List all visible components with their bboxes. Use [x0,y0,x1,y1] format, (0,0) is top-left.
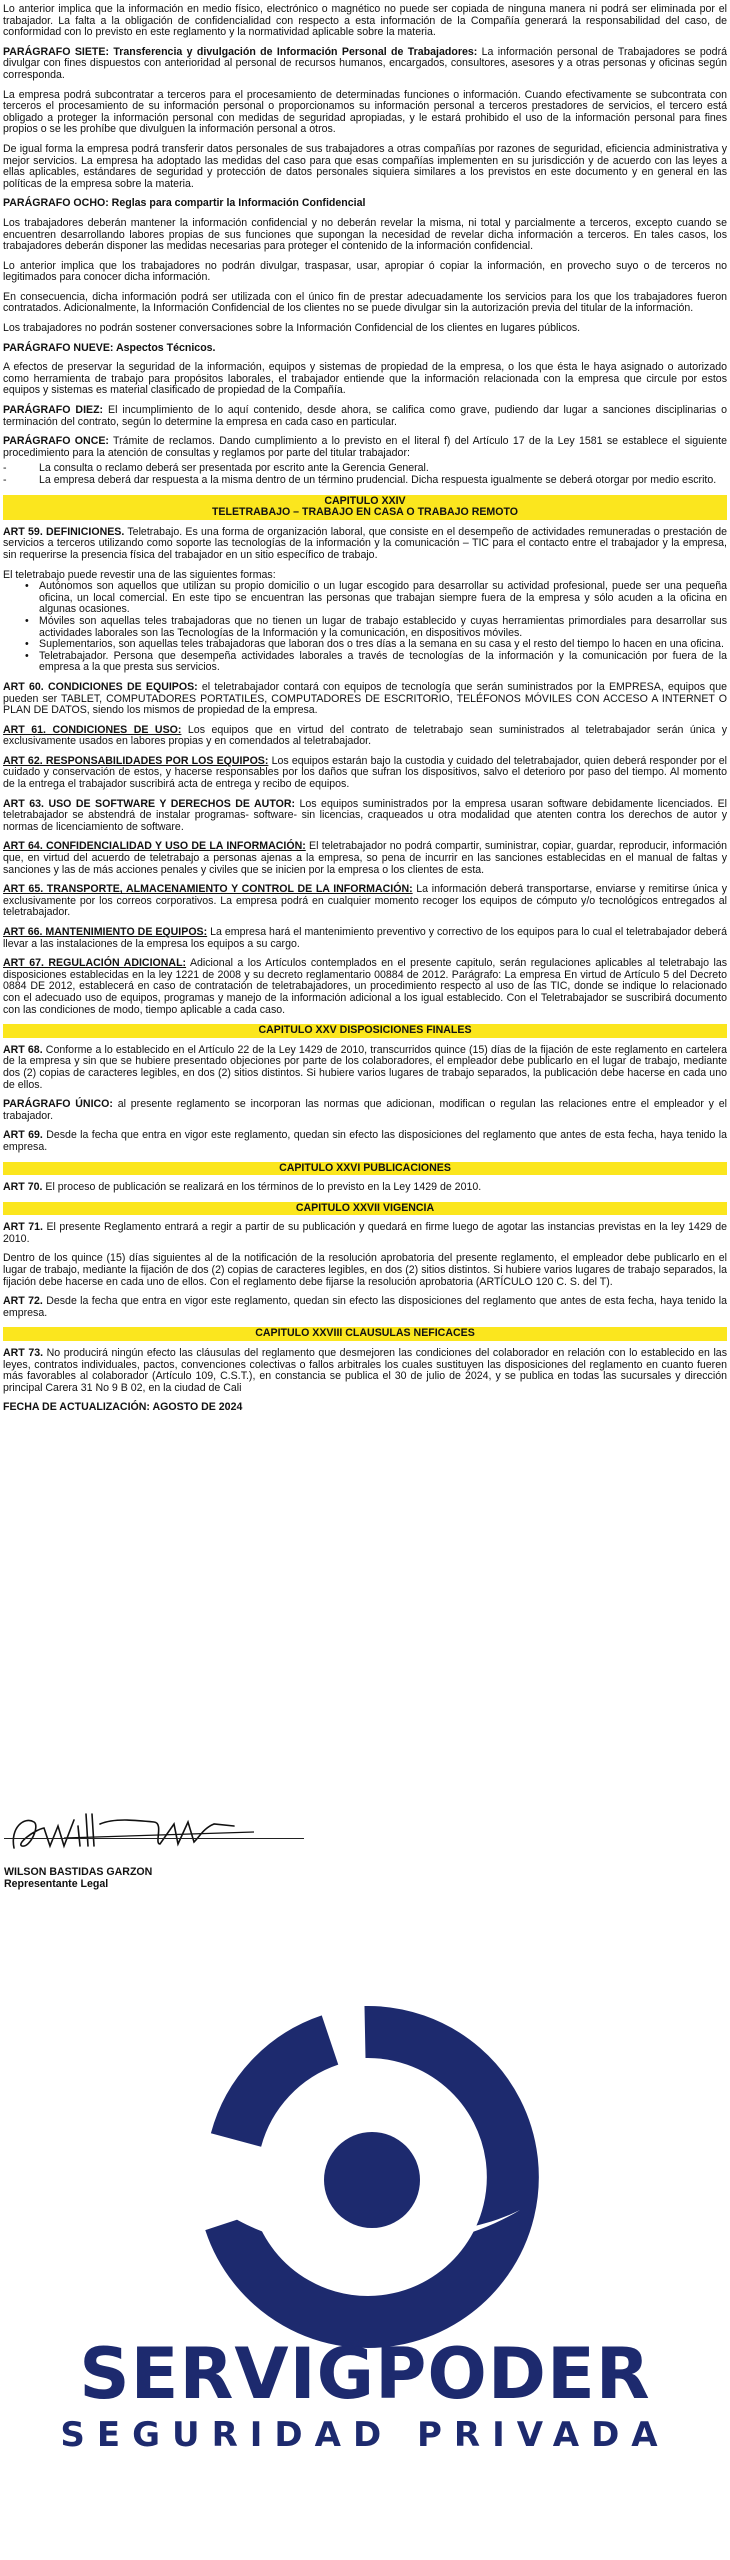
article-71 [3,1222,727,1245]
chapter-24-title: CAPITULO XXIV [324,494,406,507]
article-60 [3,682,727,717]
brand-name: SERVIGPODER [79,2333,651,2415]
paragraph-eight-b: Lo anterior implica que los trabajadores no podrán divulgar, traspasar, usar, apropiar ó copiar la información, en provecho suyo o de terceros no legitimados para conocer dicha información. [3,259,727,284]
article-71-body: El presente Reglamento entrará a regir a partir de su publicación y quedará en firme luego de agotar las instancias previstas en la ley 1429 de 2010. [3,1221,727,1245]
article-66-body: La empresa hará el mantenimiento preventivo y correctivo de los equipos para lo cual el teletrabajador deberá llevar a las instalaciones de la empresa los equipos a su cargo. [3,926,727,950]
article-66 [3,927,727,950]
paragraph-eight-a: Los trabajadores deberán mantener la información confidencial y no deberán revelar la misma, ni total y parcialmente a terceros, excepto cuando se encuentren desarrollando labores propias de sus funciones que supongan la necesidad de revelar dicha información a terceros. En tales casos, los trabajadores deberán disponer las medidas necesarias para proteger el contenido de la información confidencial. [3,216,727,253]
article-59-intro: El teletrabajo puede revestir una de las siguientes formas: [3,568,276,581]
article-68-heading: ART 68. [3,1043,43,1056]
brand-tagline: SEGURIDAD PRIVADA [60,2415,670,2455]
article-73-heading: ART 73. [3,1347,44,1360]
paragraph-seven-heading: PARÁGRAFO SIETE: Transferencia y divulgación de Información Personal de Trabajadores: [3,45,478,58]
paragraph-nine-body: A efectos de preservar la seguridad de la información, equipos y sistemas de propiedad de la empresa, o los que ésta le haya asignado o autorizado como herramienta de trabajo para propósitos laborales, el trabajador entiende que la información relacionada con la empresa que circule por estos equipos y sistemas es material clasificado de propiedad de la Compañía. [3,361,727,397]
article-68 [3,1045,727,1091]
article-69-body: Desde la fecha que entra en vigor este reglamento, quedan sin efecto las disposiciones del reglamento que antes de esta fecha, haya tenido la empresa. [3,1129,727,1153]
paragraph-eight-heading: PARÁGRAFO OCHO: Reglas para compartir la Información Confidencial [3,197,366,210]
claims-procedure-list [3,463,727,486]
chapter-25-banner [3,1024,727,1038]
article-59 [3,527,727,562]
article-63-heading: ART 63. USO DE SOFTWARE Y DERECHOS DE AUTOR: [3,797,296,810]
handwritten-signature [4,1808,304,1864]
paragraph-eight-d: Los trabajadores no podrán sostener conversaciones sobre la Información Confidencial de los clientes en lugares públicos. [3,322,581,335]
telework-forms-list [3,581,727,674]
article-72 [3,1296,727,1319]
update-date: FECHA DE ACTUALIZACIÓN: AGOSTO DE 2024 [3,1401,243,1414]
article-67 [3,958,727,1016]
article-64 [3,841,727,876]
list-item: - La empresa deberá dar respuesta a la misma dentro de un término prudencial. Dicha respuesta igualmente se deberá otorgar por medio escrito. [3,475,727,487]
chapter-28-banner [3,1327,727,1341]
article-62-body: Los equipos estarán bajo la custodia y cuidado del teletrabajador, quien deberá responder por el cuidado y conservación de estos, y hacerse responsables por los daños que sufran los dispositivos, salvo el deterioro por paso del tiempo. Al momento de la entrega el trabajador suscribirá acta de entrega y recibo de equipos. [3,754,727,791]
paragraph-unique-heading: PARÁGRAFO ÚNICO: [3,1098,113,1111]
article-62 [3,756,727,791]
article-71-publication: Dentro de los quince (15) días siguientes al de la notificación de la resolución aprobatoria del presente reglamento, el empleador debe publicarlo en el lugar de trabajo, mediante la fijación de dos (2) copias de caracteres legibles, en dos (2) sitios distintos. Si hubiere varios lugares de trabajo separados, la fijación debe hacerse en cada uno de ellos. Con el reglamento debe fijarse la resolución aprobatoria (ARTÍCULO 120 C. S. del T). [3,1252,727,1288]
logo-emblem-icon [200,2032,520,2322]
article-72-body: Desde la fecha que entra en vigor este reglamento, quedan sin efecto las disposiciones del reglamento que antes de esta fecha, haya tenido la empresa. [3,1295,727,1319]
article-70-heading: ART 70. [3,1181,43,1194]
signer-role: Representante Legal [4,1878,109,1890]
signature-block [4,1808,304,1904]
chapter-27-banner [3,1202,727,1216]
paragraph-seven-transfer: De igual forma la empresa podrá transferir datos personales de sus trabajadores a otras compañías por razones de seguridad, eficiencia administrativa y mejor servicios. La empresa ha adoptado las medidas del caso para que esas compañías implementen en su jurisdicción y de acuerdo con las leyes a ellas aplicables, estándares de seguridad y protección de datos personales siquiera similares a los previstos en este documento y en general en las políticas de la empresa sobre la materia. [3,142,727,190]
chapter-27-title: CAPITULO XXVII VIGENCIA [295,1201,435,1214]
article-70-body: El proceso de publicación se realizará en los términos de lo previsto en la Ley 1429 de 2010. [42,1181,482,1194]
paragraph-ten [3,405,727,428]
chapter-25-title: CAPITULO XXV DISPOSICIONES FINALES [258,1024,472,1037]
chapter-28-title: CAPITULO XXVIII CLAUSULAS NEFICACES [255,1327,475,1340]
article-66-heading: ART 66. MANTENIMIENTO DE EQUIPOS: [3,926,208,938]
article-73-body: No producirá ningún efecto las cláusulas del reglamento que desmejoren las condiciones del colaborador en relación con lo establecido en las leyes, contratos individuales, pactos, convenciones colectivas o fallos arbitrales los cuales sustituyen las disposiciones del reglamento en cuanto fueren más favorables al colaborador (Artículo 109, C.S.T.), en constancia se publica el 30 de julio de 2024, y se publica en todas las sucursales y dirección principal Carera 31 No 9 B 02, en la ciudad de Cali [3,1347,727,1394]
article-63-body: Los equipos suministrados por la empresa usaran software debidamente licenciados. El teletrabajador se abstendrá de instalar programas- software- sin licencias, craqueados u otra modalidad que atenten contra los derechos de autor y normas de licenciamiento de software. [3,797,727,833]
article-60-body: el teletrabajador contará con equipos de tecnología que serán suministrados por la EMPRESA, equipos que pueden ser TABLET, COMPUTADORES PORTATILES, COMPUTADORES DE ESCRITORIO, TELÉFONOS MÓVILES CON ACCESO A INTERNET O PLAN DE DATOS, siendo los mismos de propiedad de la empresa. [3,680,727,717]
list-item: - La consulta o reclamo deberá ser presentada por escrito ante la Gerencia General. [3,463,727,475]
paragraph-unique [3,1099,727,1122]
article-59-heading: ART 59. DEFINICIONES. [3,525,125,538]
paragraph-eleven-heading: PARÁGRAFO ONCE: [3,435,109,448]
chapter-26-title: CAPITULO XXVI PUBLICACIONES [279,1161,451,1174]
paragraph-unique-body: al presente reglamento se incorporan las normas que adicionan, modifican o regulan las relaciones entre el empleador y el trabajador. [3,1098,728,1122]
signature-line [4,1838,304,1839]
article-61 [3,725,727,748]
article-64-body: El teletrabajador no podrá compartir, suministrar, copiar, guardar, reproducir, información que, en virtud del acuerdo de teletrabajo a personas ajenas a la empresa, so pena de incurrir en las sanciones establecidas en el manual de faltas y sanciones y las de más acciones penales y civiles que se inicien por la empresa o los clientes de esta. [3,840,728,876]
article-73 [3,1348,727,1394]
paragraph-eleven-body: Trámite de reclamos. Dando cumplimiento a lo previsto en el literal f) del Artículo 17 de la Ley 1581 se establece el siguiente procedimiento para la atención de consultas y reglamos por parte del titular trabajador: [3,435,727,459]
article-65-body: La información deberá transportarse, enviarse y remitirse única y exclusivamente por los correos corporativos. La empresa podrá en cualquier momento recoger los equipos de cómputo y/o tecnológicos entregados al teletrabajador. [3,883,727,919]
article-72-heading: ART 72. [3,1295,43,1308]
article-67-heading: ART 67. REGULACIÓN ADICIONAL: [3,957,187,970]
article-61-body: Los equipos que en virtud del contrato de teletrabajo sean suministrados al teletrabajador serán única y exclusivamente usados en labores propias y en comendados al teletrabajador. [3,723,727,748]
article-71-heading: ART 71. [3,1221,43,1234]
paragraph-intro: Lo anterior implica que la información en medio físico, electrónico o magnético no puede ser copiada de ninguna manera ni podrá ser eliminada por el trabajador. La falta a la obligación de confidencialidad con respecto a esta información de la Compañía generará la responsabilidad del caso, de conformidad con lo previsto en este reglamento y la normatividad aplicable sobre la materia. [3,3,727,39]
list-item: • Suplementarios, son aquellas teles trabajadoras que laboran dos o tres días a la semana en su casa y el resto del tiempo lo hacen en una oficina. [3,639,727,651]
list-item: • Móviles son aquellas teles trabajadoras que no tienen un lugar de trabajo establecido y cuyas herramientas primordiales para desarrollar sus actividades laborales son las Tecnologías de la Información y la comunicación, en dispositivos móviles. [3,616,727,639]
article-69 [3,1130,727,1153]
article-68-body: Conforme a lo establecido en el Artículo 22 de la Ley 1429 de 2010, transcurridos quince (15) días de la fijación de este reglamento en cartelera de la empresa y sin que se hubiere presentado objeciones por parte de los colaboradores, el empleador debe publicarlo en el lugar de trabajo, mediante dos (2) copias de caracteres legibles, en dos (2) sitios distintos. Si hubiere varios lugares de trabajo separados, la publicación debe hacerse en cada uno de ellos. [3,1043,727,1091]
paragraph-ten-body: El incumplimiento de lo aquí contenido, desde ahora, se califica como grave, pudiendo dar lugar a sanciones disciplinarias o terminación del contrato, según lo determine la empresa en cada caso en particular. [3,404,727,428]
article-63 [3,799,727,834]
article-65 [3,884,727,919]
signer-info [4,1866,152,1890]
article-65-heading: ART 65. TRANSPORTE, ALMACENAMIENTO Y CONTROL DE LA INFORMACIÓN: [3,883,413,896]
paragraph-seven-body: La información personal de Trabajadores se podrá divulgar con fines dispuestos con anterioridad al personal de recursos humanos, encargados, consultores, asesores y a otras personas y oficinas según corresponda. [3,45,727,81]
paragraph-eight-c: En consecuencia, dicha información podrá ser utilizada con el único fin de prestar adecuadamente los servicios para los que los trabajadores fueron contratados. Adicionalmente, la Información Confidencial de los clientes no se puede divulgar sin la autorización previa del titular de la información. [3,290,727,315]
article-59-body: Teletrabajo. Es una forma de organización laboral, que consiste en el desempeño de actividades remuneradas o prestación de servicios a terceros utilizando como soporte las tecnologías de la información y la comunicación – TIC para el contacto entre el trabajador y la empresa, sin requerirse la presencia física del trabajador en un sitio específico de trabajo. [3,525,727,561]
article-62-heading: ART 62. RESPONSABILIDADES POR LOS EQUIPOS: [3,754,269,767]
paragraph-seven [3,47,727,82]
paragraph-seven-subcontract: La empresa podrá subcontratar a terceros para el procesamiento de determinadas funciones o información. Cuando efectivamente se subcontrata con terceros el procesamiento de su información personal o proporcionamos su información personal a terceros prestadores de servicios, el tercero está obligado a proteger la información personal con medidas de seguridad apropiadas, y le estará prohibido el uso de la información personal para fines propios o se les prohíbe que divulguen la información personal a otros. [3,88,727,136]
paragraph-eleven [3,436,727,459]
article-67-body: Adicional a los Artículos contemplados en el presente capitulo, serán regulaciones aplicables al teletrabajo las disposiciones establecidas en la ley 1221 de 2008 y su decreto reglamentario 00884 de 2012. Parágrafo: La empresa En virtud de Artículo 5 del Decreto 0884 DE 2012, establecerá en caso de contratación de teletrabajadores, un procedimiento respecto al uso de las TIC, donde se indique lo relacionado con el adecuado uso de equipos, programas y manejo de la información adicional a los igual establecido. Con el Teletrabajador se suscribirá documento con las condiciones de modo, tiempo aplicable a cada caso. [3,957,728,1016]
paragraph-ten-heading: PARÁGRAFO DIEZ: [3,404,104,417]
paragraph-nine-heading: PARÁGRAFO NUEVE: Aspectos Técnicos. [3,341,216,354]
chapter-24-subtitle: TELETRABAJO – TRABAJO EN CASA O TRABAJO REMOTO [211,506,519,519]
list-item: • Teletrabajador. Persona que desempeña actividades laborales a través de tecnologías de la información y la comunicación por fuera de la empresa a la que presta sus servicios. [3,651,727,674]
article-60-heading: ART 60. CONDICIONES DE EQUIPOS: [3,680,198,693]
article-70 [3,1182,727,1194]
article-64-heading: ART 64. CONFIDENCIALIDAD Y USO DE LA INFORMACIÓN: [3,840,306,853]
chapter-24-banner [3,495,727,520]
list-item: • Autónomos son aquellos que utilizan su propio domicilio o un lugar escogido para desarrollar su actividad profesional, puede ser una pequeña oficina, un local comercial. En este tipo se encuentran las personas que trabajan siempre fuera de la empresa y sólo acuden a la oficina en algunas ocasiones. [3,581,727,616]
article-69-heading: ART 69. [3,1129,43,1142]
signer-name: WILSON BASTIDAS GARZON [4,1866,153,1878]
chapter-26-banner [3,1162,727,1176]
article-61-heading: ART 61. CONDICIONES DE USO: [3,723,182,736]
